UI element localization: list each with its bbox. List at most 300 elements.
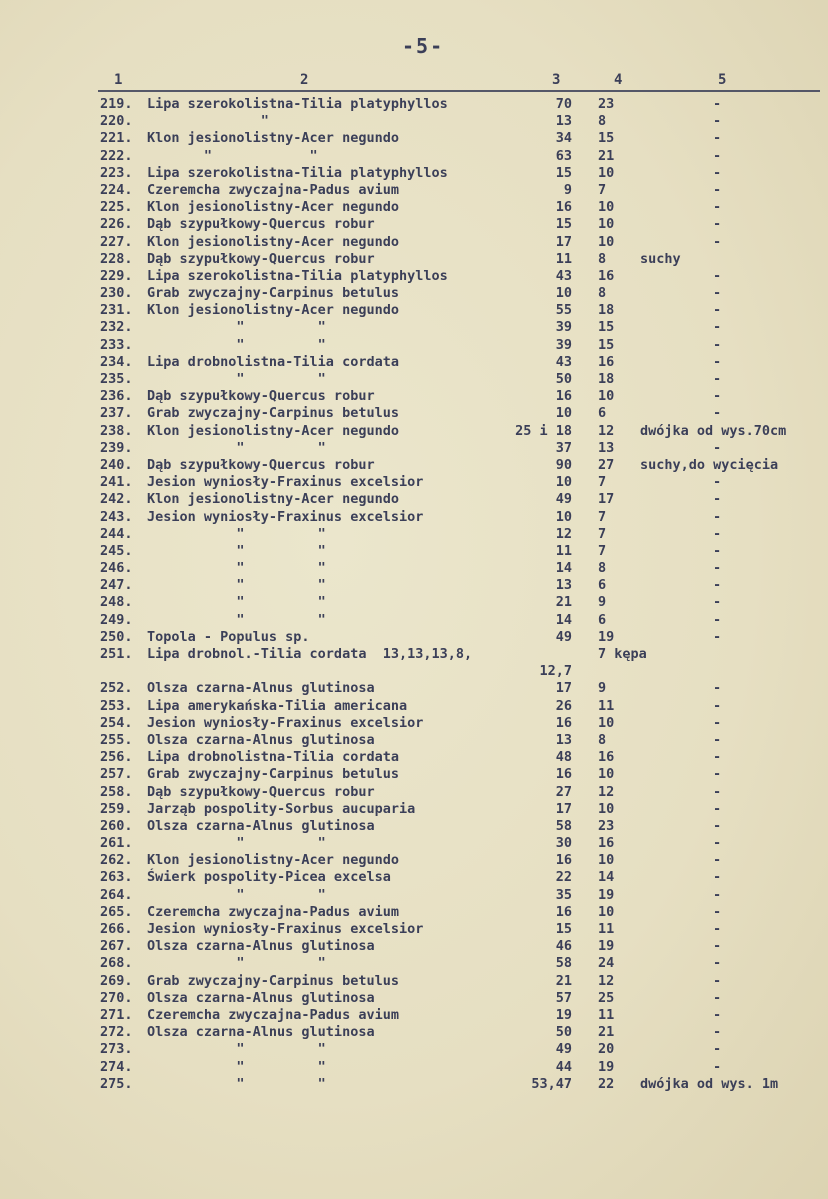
species-name: Lipa drobnolistna-Tilia cordata <box>147 353 399 370</box>
species-name: " " <box>147 594 326 611</box>
species-name: Grab zwyczajny-Carpinus betulus <box>147 972 399 989</box>
table-row <box>0 904 828 921</box>
remarks: - <box>713 353 722 370</box>
species-name: " " <box>147 560 326 577</box>
remarks: - <box>713 233 722 250</box>
species-name: Olsza czarna-Alnus glutinosa <box>147 1024 375 1041</box>
remarks: - <box>713 388 722 405</box>
column-3-value: 21 <box>555 594 572 611</box>
column-4-value: 18 <box>598 371 615 387</box>
column-4-value: 15 <box>598 336 615 353</box>
column-3-value: 63 <box>555 147 572 164</box>
column-3-value: 9 <box>563 181 572 198</box>
column-3-value: 16 <box>555 388 572 405</box>
column-3-value: 11 <box>555 542 572 559</box>
column-4-value: 10 <box>598 233 615 250</box>
species-name: " <box>147 113 269 130</box>
column-3-value: 55 <box>555 302 572 319</box>
row-number: 268. <box>100 955 133 972</box>
table-row <box>0 130 828 147</box>
remarks: - <box>713 319 722 336</box>
table-row <box>0 234 828 251</box>
table-row <box>0 182 828 199</box>
table-row <box>0 474 828 491</box>
column-4-value: 7 kępa <box>598 646 647 662</box>
species-name: Dąb szypułkowy-Quercus robur <box>147 388 375 405</box>
column-3-value: 49 <box>555 1041 572 1058</box>
column-header-1: 1 <box>114 72 123 88</box>
table-row <box>0 973 828 990</box>
column-3-value: 53,47 <box>531 1075 572 1092</box>
remarks: - <box>713 972 722 989</box>
row-number: 272. <box>100 1024 133 1041</box>
column-3-value: 37 <box>555 439 572 456</box>
species-name: Jesion wyniosły-Fraxinus excelsior <box>147 921 424 938</box>
table-row <box>0 938 828 955</box>
column-4-value: 10 <box>598 800 615 817</box>
table-row <box>0 801 828 818</box>
column-header-2: 2 <box>300 72 309 88</box>
column-4-value: 8 <box>598 285 607 302</box>
column-4-value: 10 <box>598 388 615 405</box>
remarks: suchy,do wycięcia <box>640 456 779 473</box>
column-3-value: 35 <box>555 886 572 903</box>
table-row <box>0 646 828 680</box>
remarks: - <box>713 371 722 387</box>
table-row <box>0 148 828 165</box>
column-3-value: 27 <box>555 783 572 800</box>
column-4-value: 11 <box>598 1006 615 1023</box>
column-4-value: 21 <box>598 1024 615 1041</box>
species-name: " " <box>147 955 326 972</box>
row-number: 225. <box>100 199 133 216</box>
column-4-value: 15 <box>598 319 615 336</box>
table-row <box>0 921 828 938</box>
table-row <box>0 165 828 182</box>
column-3-value: 16 <box>555 199 572 216</box>
table-row <box>0 990 828 1007</box>
species-name: Klon jesionolistny-Acer negundo <box>147 491 399 508</box>
column-4-value: 10 <box>598 852 615 869</box>
species-name: " " <box>147 886 326 903</box>
column-4-value: 21 <box>598 147 615 164</box>
remarks: - <box>713 508 722 525</box>
table-row <box>0 1076 828 1093</box>
column-4-value: 11 <box>598 697 615 714</box>
column-3-value: 57 <box>555 989 572 1006</box>
column-3-value: 14 <box>555 611 572 628</box>
remarks: - <box>713 285 722 302</box>
row-number: 261. <box>100 835 133 852</box>
column-3-value: 43 <box>555 353 572 370</box>
remarks: - <box>713 989 722 1006</box>
remarks: - <box>713 113 722 130</box>
table-row <box>0 388 828 405</box>
table-row <box>0 1041 828 1058</box>
column-3-value: 11 <box>555 250 572 267</box>
header-rule <box>98 90 820 92</box>
row-number: 238. <box>100 422 133 439</box>
row-number: 251. <box>100 646 133 662</box>
table-row <box>0 268 828 285</box>
species-name: " " <box>147 1041 326 1058</box>
remarks: - <box>713 216 722 233</box>
remarks: - <box>713 439 722 456</box>
table-row <box>0 526 828 543</box>
remarks: - <box>713 1006 722 1023</box>
row-number: 240. <box>100 456 133 473</box>
row-number: 221. <box>100 130 133 147</box>
column-header-3: 3 <box>552 72 561 88</box>
row-number: 256. <box>100 749 133 766</box>
row-number: 232. <box>100 319 133 336</box>
remarks: - <box>713 955 722 972</box>
column-3-value: 16 <box>555 766 572 783</box>
column-4-value: 8 <box>598 731 607 748</box>
column-3-value: 50 <box>555 1024 572 1041</box>
column-4-value: 6 <box>598 611 607 628</box>
species-name: Czeremcha zwyczajna-Padus avium <box>147 181 399 198</box>
species-name: Klon jesionolistny-Acer negundo <box>147 233 399 250</box>
column-3-value: 14 <box>555 560 572 577</box>
row-number: 249. <box>100 611 133 628</box>
remarks: - <box>713 181 722 198</box>
remarks: - <box>713 1024 722 1041</box>
remarks: - <box>713 302 722 319</box>
remarks: - <box>713 96 722 112</box>
remarks: - <box>713 577 722 594</box>
column-3-value: 39 <box>555 336 572 353</box>
species-name: Dąb szypułkowy-Quercus robur <box>147 250 375 267</box>
species-name: Klon jesionolistny-Acer negundo <box>147 302 399 319</box>
table-row <box>0 577 828 594</box>
column-3-value: 15 <box>555 216 572 233</box>
table-row <box>0 543 828 560</box>
table-row <box>0 749 828 766</box>
column-3-value: 49 <box>555 491 572 508</box>
column-4-value: 10 <box>598 903 615 920</box>
row-number: 267. <box>100 938 133 955</box>
row-number: 259. <box>100 800 133 817</box>
column-3-value: 26 <box>555 697 572 714</box>
row-number: 275. <box>100 1075 133 1092</box>
column-4-value: 16 <box>598 353 615 370</box>
column-4-value: 6 <box>598 577 607 594</box>
column-4-value: 10 <box>598 766 615 783</box>
species-name: Klon jesionolistny-Acer negundo <box>147 422 399 439</box>
remarks: - <box>713 714 722 731</box>
row-number: 263. <box>100 869 133 886</box>
column-3-value: 46 <box>555 938 572 955</box>
column-3-value: 22 <box>555 869 572 886</box>
row-number: 264. <box>100 886 133 903</box>
column-4-value: 23 <box>598 96 615 112</box>
row-number: 246. <box>100 560 133 577</box>
remarks: - <box>713 560 722 577</box>
remarks: - <box>713 164 722 181</box>
species-name: Dąb szypułkowy-Quercus robur <box>147 783 375 800</box>
table-row <box>0 766 828 783</box>
row-number: 231. <box>100 302 133 319</box>
row-number: 230. <box>100 285 133 302</box>
column-3-value: 17 <box>555 233 572 250</box>
table-row <box>0 216 828 233</box>
table-row <box>0 354 828 371</box>
column-3-value: 48 <box>555 749 572 766</box>
row-number: 224. <box>100 181 133 198</box>
remarks: - <box>713 921 722 938</box>
column-3-value: 12 <box>555 525 572 542</box>
row-number: 253. <box>100 697 133 714</box>
table-row <box>0 629 828 646</box>
species-name: " " <box>147 1058 326 1075</box>
row-number: 252. <box>100 680 133 697</box>
remarks: - <box>713 869 722 886</box>
row-number: 260. <box>100 817 133 834</box>
species-name: Jesion wyniosły-Fraxinus excelsior <box>147 714 424 731</box>
row-number: 235. <box>100 371 133 387</box>
column-4-value: 16 <box>598 835 615 852</box>
remarks: - <box>713 267 722 284</box>
row-number: 269. <box>100 972 133 989</box>
column-4-value: 7 <box>598 508 607 525</box>
column-3-value: 90 <box>555 456 572 473</box>
column-3-value: 16 <box>555 852 572 869</box>
row-number: 258. <box>100 783 133 800</box>
column-4-value: 20 <box>598 1041 615 1058</box>
species-name: Grab zwyczajny-Carpinus betulus <box>147 405 399 422</box>
table-row <box>0 1059 828 1076</box>
remarks: - <box>713 680 722 697</box>
page-number: -5- <box>402 34 445 58</box>
remarks: - <box>713 938 722 955</box>
species-name: Lipa szerokolistna-Tilia platyphyllos <box>147 267 448 284</box>
remarks: - <box>713 852 722 869</box>
column-3-value: 10 <box>555 405 572 422</box>
column-4-value: 9 <box>598 680 607 697</box>
column-4-value: 15 <box>598 130 615 147</box>
species-name: Klon jesionolistny-Acer negundo <box>147 130 399 147</box>
species-name: Czeremcha zwyczajna-Padus avium <box>147 1006 399 1023</box>
table-row <box>0 594 828 611</box>
remarks: - <box>713 405 722 422</box>
remarks: - <box>713 628 722 645</box>
column-4-value: 13 <box>598 439 615 456</box>
column-3-value: 13 <box>555 113 572 130</box>
row-number: 265. <box>100 903 133 920</box>
row-number: 257. <box>100 766 133 783</box>
species-name: Grab zwyczajny-Carpinus betulus <box>147 766 399 783</box>
column-4-value: 14 <box>598 869 615 886</box>
table-row <box>0 869 828 886</box>
row-number: 247. <box>100 577 133 594</box>
species-name: Klon jesionolistny-Acer negundo <box>147 852 399 869</box>
column-4-value: 18 <box>598 302 615 319</box>
column-3-value: 12,7 <box>539 663 572 679</box>
column-4-value: 11 <box>598 921 615 938</box>
column-4-value: 7 <box>598 542 607 559</box>
column-3-value: 44 <box>555 1058 572 1075</box>
row-number: 274. <box>100 1058 133 1075</box>
row-number: 233. <box>100 336 133 353</box>
table-row <box>0 852 828 869</box>
column-4-value: 12 <box>598 972 615 989</box>
column-3-value: 10 <box>555 508 572 525</box>
column-3-value: 13 <box>555 731 572 748</box>
table-row <box>0 285 828 302</box>
column-3-value: 10 <box>555 285 572 302</box>
column-3-value: 21 <box>555 972 572 989</box>
row-number: 223. <box>100 164 133 181</box>
species-name: Grab zwyczajny-Carpinus betulus <box>147 285 399 302</box>
column-4-value: 10 <box>598 216 615 233</box>
species-name: " " <box>147 1075 326 1092</box>
species-name: Lipa szerokolistna-Tilia platyphyllos <box>147 96 448 112</box>
column-3-value: 10 <box>555 474 572 491</box>
column-4-value: 16 <box>598 267 615 284</box>
table-row <box>0 491 828 508</box>
table-row <box>0 199 828 216</box>
column-3-value: 15 <box>555 921 572 938</box>
remarks: - <box>713 611 722 628</box>
column-3-value: 39 <box>555 319 572 336</box>
species-name: Lipa szerokolistna-Tilia platyphyllos <box>147 164 448 181</box>
table-row <box>0 1024 828 1041</box>
row-number: 270. <box>100 989 133 1006</box>
remarks: - <box>713 903 722 920</box>
table-row <box>0 440 828 457</box>
column-4-value: 24 <box>598 955 615 972</box>
table-row <box>0 251 828 268</box>
remarks: - <box>713 542 722 559</box>
remarks: - <box>713 766 722 783</box>
remarks: - <box>713 783 722 800</box>
species-name: " " <box>147 371 326 387</box>
row-number: 248. <box>100 594 133 611</box>
species-name: " " <box>147 577 326 594</box>
column-4-value: 10 <box>598 714 615 731</box>
remarks: - <box>713 886 722 903</box>
remarks: - <box>713 731 722 748</box>
row-number: 271. <box>100 1006 133 1023</box>
species-name: " " <box>147 525 326 542</box>
column-header-4: 4 <box>614 72 623 88</box>
column-3-value: 30 <box>555 835 572 852</box>
column-3-value: 50 <box>555 371 572 387</box>
remarks: - <box>713 594 722 611</box>
column-3-value: 16 <box>555 903 572 920</box>
column-4-value: 12 <box>598 783 615 800</box>
column-3-value: 19 <box>555 1006 572 1023</box>
remarks: - <box>713 800 722 817</box>
row-number: 273. <box>100 1041 133 1058</box>
species-name: " " <box>147 336 326 353</box>
row-number: 255. <box>100 731 133 748</box>
column-4-value: 9 <box>598 594 607 611</box>
remarks: - <box>713 817 722 834</box>
column-4-value: 27 <box>598 456 615 473</box>
row-number: 244. <box>100 525 133 542</box>
table-row <box>0 96 828 113</box>
column-4-value: 19 <box>598 886 615 903</box>
column-4-value: 12 <box>598 422 615 439</box>
table-row <box>0 319 828 336</box>
species-name: Topola - Populus sp. <box>147 628 310 645</box>
column-4-value: 7 <box>598 181 607 198</box>
row-number: 229. <box>100 267 133 284</box>
column-3-value: 70 <box>555 96 572 112</box>
table-row <box>0 337 828 354</box>
column-4-value: 17 <box>598 491 615 508</box>
column-3-value: 13 <box>555 577 572 594</box>
species-name: " " <box>147 835 326 852</box>
row-number: 245. <box>100 542 133 559</box>
table-row <box>0 371 828 388</box>
table-row <box>0 509 828 526</box>
column-3-value: 58 <box>555 955 572 972</box>
row-number: 239. <box>100 439 133 456</box>
row-number: 241. <box>100 474 133 491</box>
table-row <box>0 698 828 715</box>
remarks: - <box>713 199 722 216</box>
remarks: - <box>713 474 722 491</box>
remarks: - <box>713 336 722 353</box>
column-3-value: 43 <box>555 267 572 284</box>
column-header-5: 5 <box>718 72 727 88</box>
row-number: 250. <box>100 628 133 645</box>
table-row <box>0 113 828 130</box>
column-3-value: 17 <box>555 680 572 697</box>
column-4-value: 8 <box>598 250 607 267</box>
species-name: Lipa drobnol.-Tilia cordata 13,13,13,8, <box>147 646 473 662</box>
column-4-value: 7 <box>598 474 607 491</box>
column-3-value: 34 <box>555 130 572 147</box>
table-row <box>0 423 828 440</box>
species-name: Jesion wyniosły-Fraxinus excelsior <box>147 474 424 491</box>
column-3-value: 15 <box>555 164 572 181</box>
row-number: 242. <box>100 491 133 508</box>
column-4-value: 19 <box>598 1058 615 1075</box>
remarks: - <box>713 491 722 508</box>
column-4-value: 7 <box>598 525 607 542</box>
species-name: Olsza czarna-Alnus glutinosa <box>147 731 375 748</box>
table-row <box>0 818 828 835</box>
table-row <box>0 302 828 319</box>
remarks: - <box>713 147 722 164</box>
species-name: Jarząb pospolity-Sorbus aucuparia <box>147 800 416 817</box>
table-row <box>0 680 828 697</box>
column-4-value: 8 <box>598 560 607 577</box>
table-row <box>0 405 828 422</box>
species-name: Dąb szypułkowy-Quercus robur <box>147 456 375 473</box>
row-number: 222. <box>100 147 133 164</box>
species-name: " " <box>147 147 318 164</box>
column-4-value: 22 <box>598 1075 615 1092</box>
tree-inventory-table <box>0 96 828 1093</box>
column-4-value: 10 <box>598 164 615 181</box>
table-row <box>0 1007 828 1024</box>
row-number: 254. <box>100 714 133 731</box>
row-number: 266. <box>100 921 133 938</box>
row-number: 220. <box>100 113 133 130</box>
column-4-value: 16 <box>598 749 615 766</box>
table-row <box>0 835 828 852</box>
remarks: - <box>713 1041 722 1058</box>
remarks: - <box>713 835 722 852</box>
row-number: 234. <box>100 353 133 370</box>
species-name: " " <box>147 611 326 628</box>
table-row <box>0 457 828 474</box>
